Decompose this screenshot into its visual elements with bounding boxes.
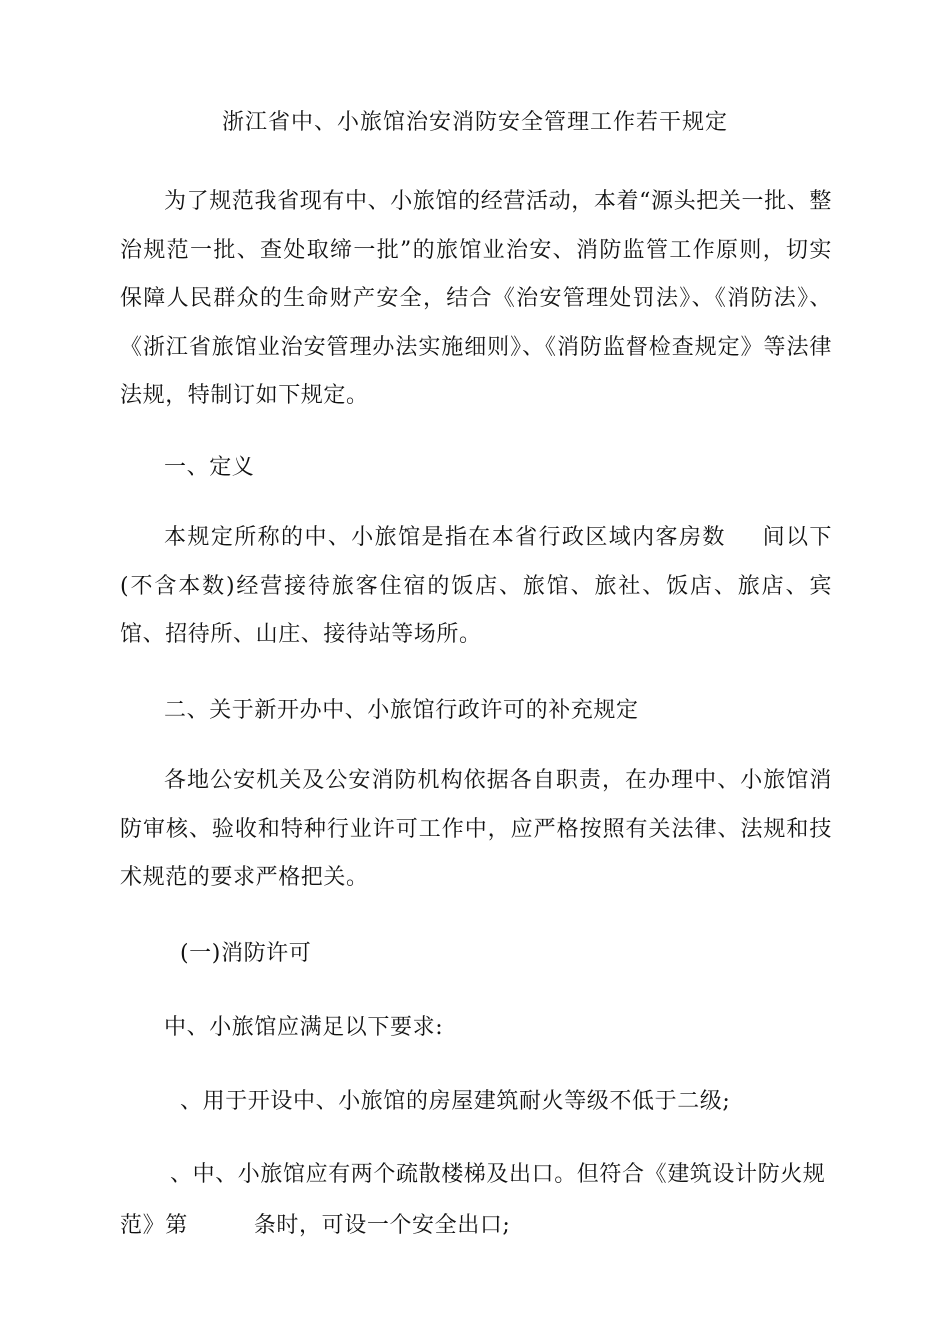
document-title: 浙江省中、小旅馆治安消防安全管理工作若干规定 [221,110,728,135]
subsection-heading-fire-permit: (一)消防许可 [180,941,312,966]
requirements-intro: 中、小旅馆应满足以下要求: [164,1015,444,1040]
item2-text-part2: 条时，可设一个安全出口; [253,1213,511,1238]
requirement-item-2-line-2 [120,1211,510,1241]
requirement-item-1: 、用于开设中、小旅馆的房屋建筑耐火等级不低于二级; [180,1089,731,1114]
definition-paragraph [120,514,832,660]
requirement-item-2-line-1: 、中、小旅馆应有两个疏散楼梯及出口。但符合《建筑设计防火规 [170,1162,826,1187]
definition-text-part2: 间以下(不含本数)经营接待旅客住宿的饭店、旅馆、旅社、饭店、旅店、宾馆、招待所、山庄、接待站等场所。 [120,525,832,647]
definition-text-part1: 本规定所称的中、小旅馆是指在本省行政区域内客房数 [164,525,726,550]
item2-text-part1: 范》第 [120,1213,188,1238]
section-heading-definition: 一、定义 [164,455,255,480]
permit-paragraph: 各地公安机关及公安消防机构依据各自职责，在办理中、小旅馆消防审核、验收和特种行业许可工作中，应严格按照有关法律、法规和技术规范的要求严格把关。 [120,768,832,890]
section-heading-permit: 二、关于新开办中、小旅馆行政许可的补充规定 [164,698,639,723]
intro-paragraph: 为了规范我省现有中、小旅馆的经营活动，本着“源头把关一批、整治规范一批、查处取缔一批”的旅馆业治安、消防监管工作原则，切实保障人民群众的生命财产安全，结合《治安管理处罚法》、《消防法》、《浙江省旅馆业治安管理办法实施细则》、《消防监督检查规定》等法律法规，特制订如下规定。 [120,189,832,408]
